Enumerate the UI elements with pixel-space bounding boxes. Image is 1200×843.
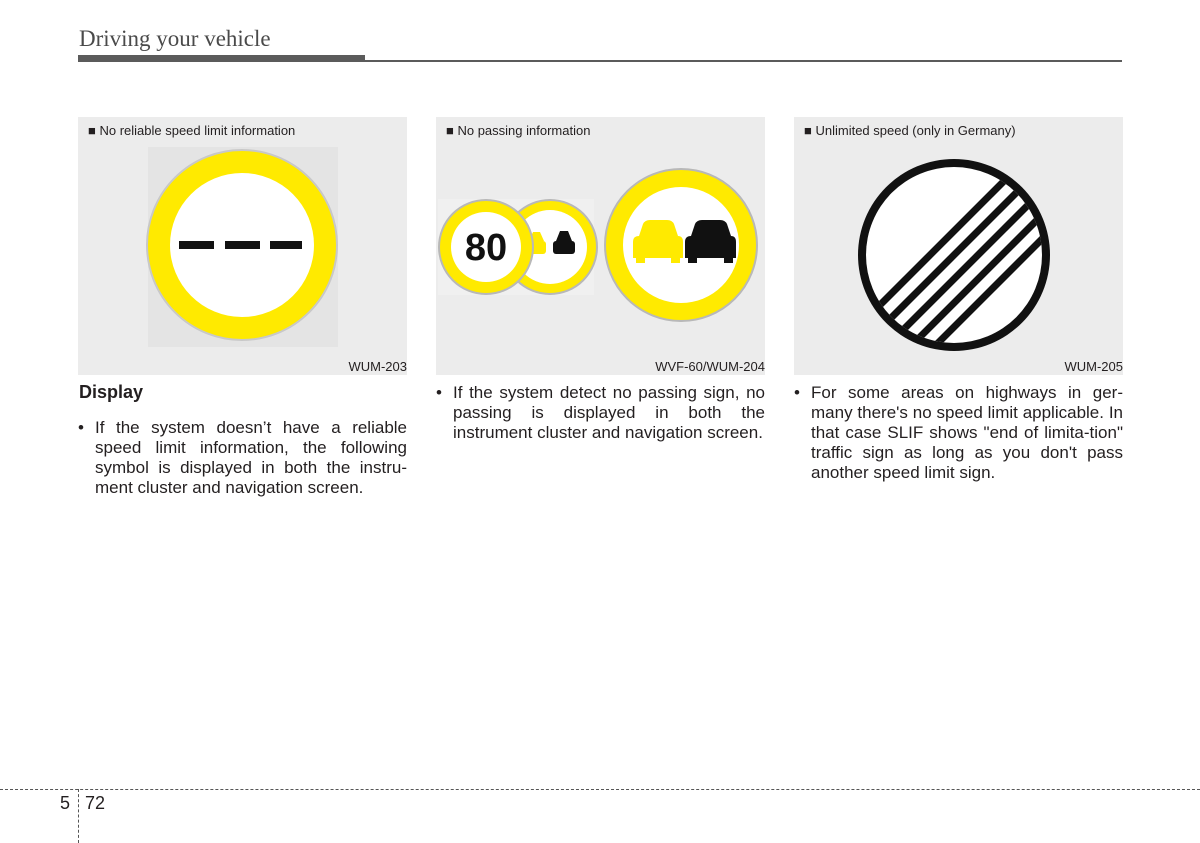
- figure-caption: ■ No passing information: [446, 123, 591, 138]
- bullet-text: If the system doesn’t have a reliable speed limit information, the following symbol is displayed in both the instru-ment cluster and navigation screen.: [95, 418, 407, 497]
- bullet-no-speed-info: [78, 418, 407, 498]
- figure-code: WUM-203: [348, 359, 407, 374]
- page-number: 72: [85, 793, 106, 813]
- header-rule-thick: [78, 55, 365, 62]
- bullet-mark: •: [436, 383, 442, 402]
- bullet-mark: •: [78, 418, 84, 437]
- header-rule-thin: [365, 60, 1122, 62]
- bullet-no-passing: [436, 383, 765, 443]
- no-passing-signs-icon: [436, 117, 765, 375]
- bullet-text: For some areas on highways in ger-many there's no speed limit applicable. In that case SLIF shows "end of limita-tion" traffic sign as long as you don't pass another speed limit sign.: [811, 383, 1123, 482]
- figure-no-passing: [436, 117, 765, 375]
- no-speed-limit-sign-icon: [78, 117, 407, 375]
- speed-value-label: 80: [464, 227, 508, 269]
- bullet-mark: •: [794, 383, 800, 402]
- footer-divider: [78, 789, 79, 843]
- figure-caption: ■ No reliable speed limit information: [88, 123, 296, 138]
- figure-code: WVF-60/WUM-204: [655, 359, 765, 374]
- figure-no-speed-info: [78, 117, 407, 375]
- figure-unlimited-speed: [794, 117, 1123, 375]
- bullet-unlimited-speed: [794, 383, 1123, 483]
- page-header-title: Driving your vehicle: [79, 26, 271, 51]
- footer-rule: [0, 789, 1200, 790]
- section-heading: Display: [79, 382, 144, 402]
- figure-code: WUM-205: [1064, 359, 1123, 374]
- end-of-speed-limit-sign-icon: [794, 117, 1123, 375]
- bullet-text: If the system detect no passing sign, no passing is displayed in both the instrument cluster and navigation screen.: [453, 383, 765, 442]
- chapter-number: 5: [60, 793, 71, 813]
- figure-caption: ■ Unlimited speed (only in Germany): [804, 123, 1016, 138]
